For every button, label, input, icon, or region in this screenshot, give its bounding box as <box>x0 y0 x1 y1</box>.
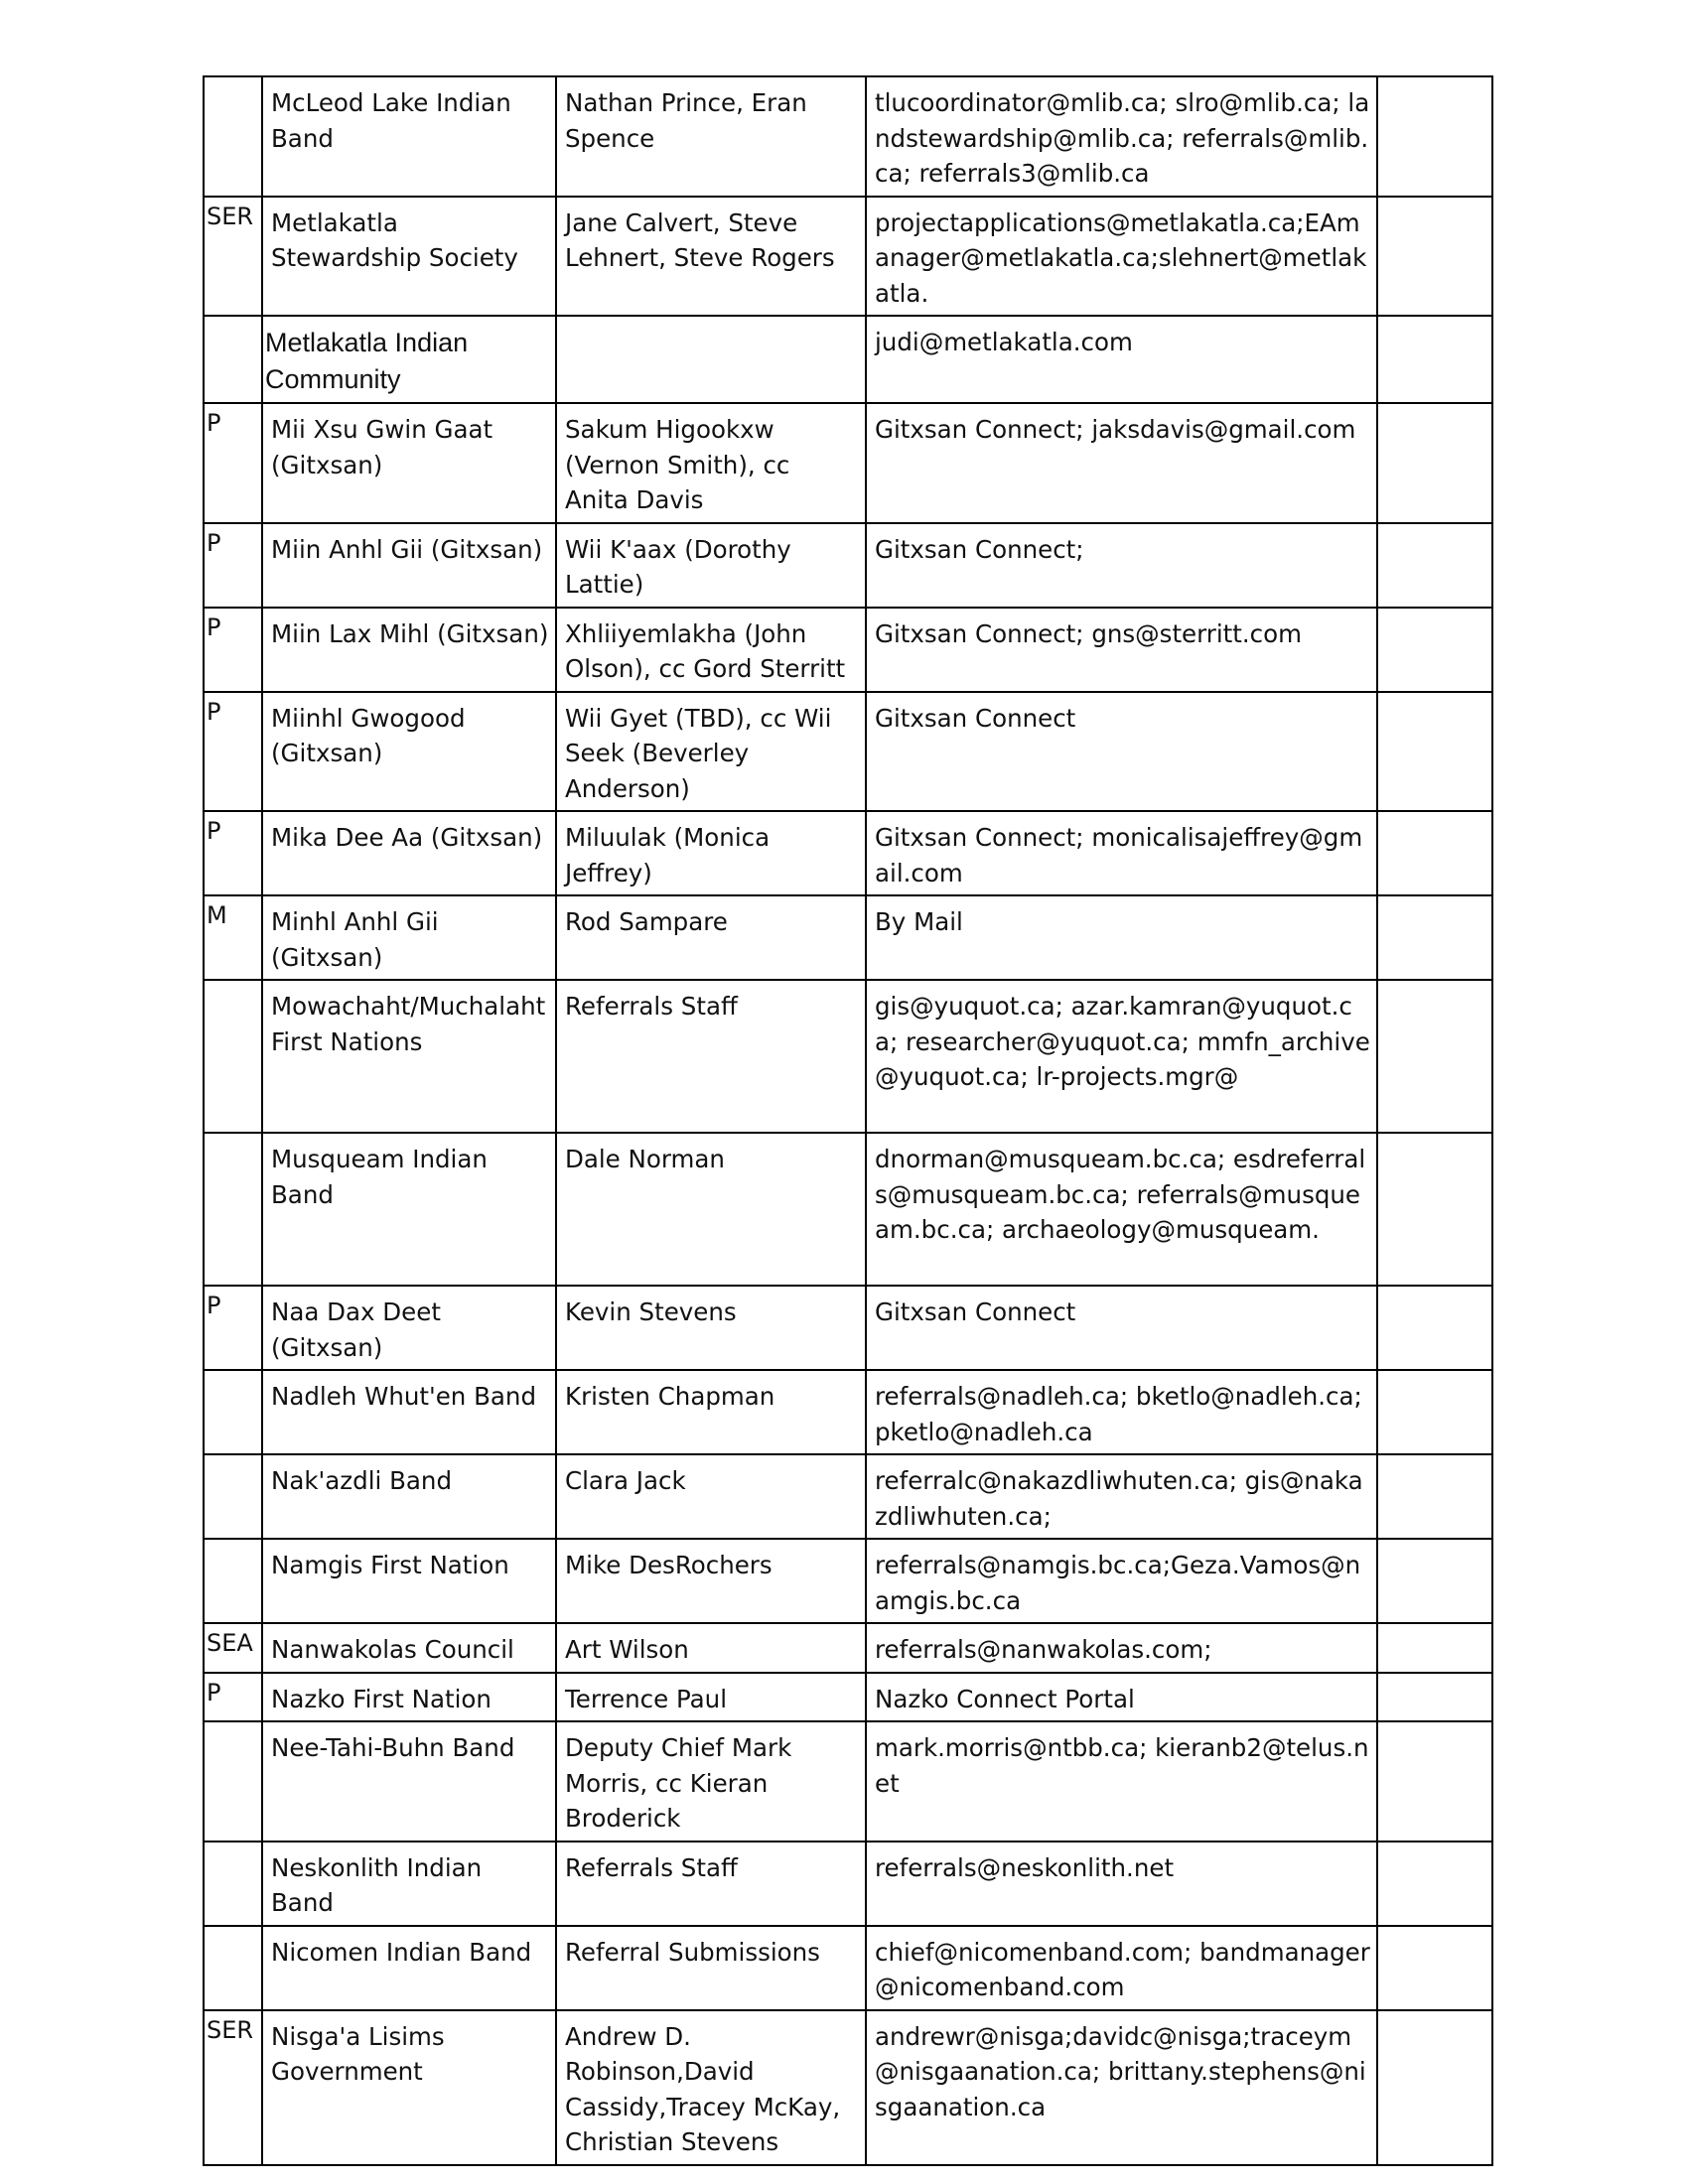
cell-email: referrals@nadleh.ca; bketlo@nadleh.ca; pketlo@nadleh.ca <box>866 1370 1377 1454</box>
cell-organization: Mika Dee Aa (Gitxsan) <box>262 811 556 895</box>
cell-extra <box>1377 316 1492 403</box>
cell-email: chief@nicomenband.com; bandmanager@nicomenband.com <box>866 1926 1377 2010</box>
cell-organization: Neskonlith Indian Band <box>262 1842 556 1926</box>
cell-organization: Nak'azdli Band <box>262 1454 556 1539</box>
cell-code: P <box>204 1673 262 1722</box>
cell-contact: Referral Submissions <box>556 1926 866 2010</box>
cell-organization: Miinhl Gwogood (Gitxsan) <box>262 692 556 812</box>
cell-contact: Nathan Prince, Eran Spence <box>556 76 866 197</box>
cell-code <box>204 1926 262 2010</box>
table-row <box>204 1454 1492 1539</box>
cell-extra <box>1377 1133 1492 1286</box>
table-row <box>204 895 1492 980</box>
cell-email: projectapplications@metlakatla.ca;EAmanager@metlakatla.ca;slehnert@metlakatla. <box>866 197 1377 317</box>
cell-contact: Referrals Staff <box>556 1842 866 1926</box>
cell-email: Nazko Connect Portal <box>866 1673 1377 1722</box>
cell-extra <box>1377 1623 1492 1673</box>
cell-contact: Wii K'aax (Dorothy Lattie) <box>556 523 866 608</box>
table-row <box>204 76 1492 197</box>
cell-extra <box>1377 523 1492 608</box>
cell-contact: Miluulak (Monica Jeffrey) <box>556 811 866 895</box>
cell-extra <box>1377 1842 1492 1926</box>
cell-contact: Referrals Staff <box>556 980 866 1133</box>
table-row <box>204 1370 1492 1454</box>
cell-extra <box>1377 1454 1492 1539</box>
cell-organization: Miin Lax Mihl (Gitxsan) <box>262 608 556 692</box>
cell-email: Gitxsan Connect <box>866 692 1377 812</box>
table-row <box>204 316 1492 403</box>
cell-email: referrals@namgis.bc.ca;Geza.Vamos@namgis.bc.ca <box>866 1539 1377 1623</box>
cell-email: Gitxsan Connect; monicalisajeffrey@gmail.com <box>866 811 1377 895</box>
cell-email: Gitxsan Connect <box>866 1286 1377 1370</box>
table-row <box>204 1842 1492 1926</box>
cell-extra <box>1377 197 1492 317</box>
cell-code: P <box>204 403 262 523</box>
cell-email: Gitxsan Connect; jaksdavis@gmail.com <box>866 403 1377 523</box>
cell-code: M <box>204 895 262 980</box>
table-row <box>204 980 1492 1133</box>
cell-extra <box>1377 1539 1492 1623</box>
cell-extra <box>1377 1926 1492 2010</box>
table-row <box>204 1286 1492 1370</box>
cell-contact <box>556 316 866 403</box>
cell-email: judi@metlakatla.com <box>866 316 1377 403</box>
table-row <box>204 692 1492 812</box>
cell-email: dnorman@musqueam.bc.ca; esdreferrals@musqueam.bc.ca; referrals@musqueam.bc.ca; archaeology@musqueam. <box>866 1133 1377 1286</box>
cell-organization: Nazko First Nation <box>262 1673 556 1722</box>
cell-code <box>204 1721 262 1842</box>
cell-organization: Minhl Anhl Gii (Gitxsan) <box>262 895 556 980</box>
cell-code <box>204 1454 262 1539</box>
table-row <box>204 197 1492 317</box>
cell-organization: Miin Anhl Gii (Gitxsan) <box>262 523 556 608</box>
cell-organization: Nisga'a Lisims Government <box>262 2010 556 2165</box>
cell-extra <box>1377 1370 1492 1454</box>
cell-code: SEA <box>204 1623 262 1673</box>
cell-extra <box>1377 811 1492 895</box>
table-body <box>204 76 1492 2165</box>
table-row <box>204 1926 1492 2010</box>
contact-table <box>203 75 1493 2166</box>
cell-contact: Dale Norman <box>556 1133 866 1286</box>
cell-code <box>204 1842 262 1926</box>
cell-organization: Naa Dax Deet (Gitxsan) <box>262 1286 556 1370</box>
cell-organization: Musqueam Indian Band <box>262 1133 556 1286</box>
cell-contact: Mike DesRochers <box>556 1539 866 1623</box>
cell-organization: Mowachaht/Muchalaht First Nations <box>262 980 556 1133</box>
cell-email: mark.morris@ntbb.ca; kieranb2@telus.net <box>866 1721 1377 1842</box>
table-row <box>204 523 1492 608</box>
table-row <box>204 811 1492 895</box>
table-row <box>204 2010 1492 2165</box>
cell-organization: Nee-Tahi-Buhn Band <box>262 1721 556 1842</box>
cell-email: andrewr@nisga;davidc@nisga;traceym@nisgaanation.ca; brittany.stephens@nisgaanation.ca <box>866 2010 1377 2165</box>
cell-contact: Jane Calvert, Steve Lehnert, Steve Rogers <box>556 197 866 317</box>
cell-code <box>204 1133 262 1286</box>
cell-contact: Kevin Stevens <box>556 1286 866 1370</box>
cell-email: Gitxsan Connect; <box>866 523 1377 608</box>
cell-extra <box>1377 1673 1492 1722</box>
cell-extra <box>1377 895 1492 980</box>
cell-code <box>204 76 262 197</box>
cell-code: P <box>204 811 262 895</box>
table-row <box>204 1623 1492 1673</box>
cell-organization: McLeod Lake Indian Band <box>262 76 556 197</box>
cell-extra <box>1377 76 1492 197</box>
cell-code <box>204 1539 262 1623</box>
cell-email: Gitxsan Connect; gns@sterritt.com <box>866 608 1377 692</box>
cell-code: P <box>204 692 262 812</box>
cell-contact: Deputy Chief Mark Morris, cc Kieran Broderick <box>556 1721 866 1842</box>
cell-extra <box>1377 403 1492 523</box>
cell-organization: Namgis First Nation <box>262 1539 556 1623</box>
cell-contact: Terrence Paul <box>556 1673 866 1722</box>
cell-email: gis@yuquot.ca; azar.kamran@yuquot.ca; researcher@yuquot.ca; mmfn_archive@yuquot.ca; lr-projects.mgr@ <box>866 980 1377 1133</box>
cell-code: SER <box>204 197 262 317</box>
cell-extra <box>1377 980 1492 1133</box>
cell-contact: Wii Gyet (TBD), cc Wii Seek (Beverley Anderson) <box>556 692 866 812</box>
table-row <box>204 1721 1492 1842</box>
cell-contact: Kristen Chapman <box>556 1370 866 1454</box>
cell-organization: Mii Xsu Gwin Gaat (Gitxsan) <box>262 403 556 523</box>
cell-code: P <box>204 523 262 608</box>
table-row <box>204 1133 1492 1286</box>
cell-code: P <box>204 1286 262 1370</box>
cell-extra <box>1377 608 1492 692</box>
table-row <box>204 1539 1492 1623</box>
cell-code: SER <box>204 2010 262 2165</box>
table-row <box>204 1673 1492 1722</box>
table-row <box>204 403 1492 523</box>
cell-contact: Clara Jack <box>556 1454 866 1539</box>
cell-contact: Rod Sampare <box>556 895 866 980</box>
cell-contact: Art Wilson <box>556 1623 866 1673</box>
cell-extra <box>1377 2010 1492 2165</box>
cell-extra <box>1377 1721 1492 1842</box>
cell-code <box>204 316 262 403</box>
cell-contact: Sakum Higookxw (Vernon Smith), cc Anita Davis <box>556 403 866 523</box>
cell-extra <box>1377 1286 1492 1370</box>
cell-organization: Nicomen Indian Band <box>262 1926 556 2010</box>
cell-code <box>204 1370 262 1454</box>
cell-organization: Metlakatla Indian Community <box>262 316 556 403</box>
cell-email: tlucoordinator@mlib.ca; slro@mlib.ca; landstewardship@mlib.ca; referrals@mlib.ca; referrals3@mlib.ca <box>866 76 1377 197</box>
cell-code: P <box>204 608 262 692</box>
cell-contact: Andrew D. Robinson,David Cassidy,Tracey McKay, Christian Stevens <box>556 2010 866 2165</box>
cell-email: referralc@nakazdliwhuten.ca; gis@nakazdliwhuten.ca; <box>866 1454 1377 1539</box>
cell-email: referrals@neskonlith.net <box>866 1842 1377 1926</box>
cell-extra <box>1377 692 1492 812</box>
cell-code <box>204 980 262 1133</box>
cell-email: referrals@nanwakolas.com; <box>866 1623 1377 1673</box>
cell-email: By Mail <box>866 895 1377 980</box>
cell-contact: Xhliiyemlakha (John Olson), cc Gord Sterritt <box>556 608 866 692</box>
table-row <box>204 608 1492 692</box>
cell-organization: Nadleh Whut'en Band <box>262 1370 556 1454</box>
cell-organization: Metlakatla Stewardship Society <box>262 197 556 317</box>
cell-organization: Nanwakolas Council <box>262 1623 556 1673</box>
